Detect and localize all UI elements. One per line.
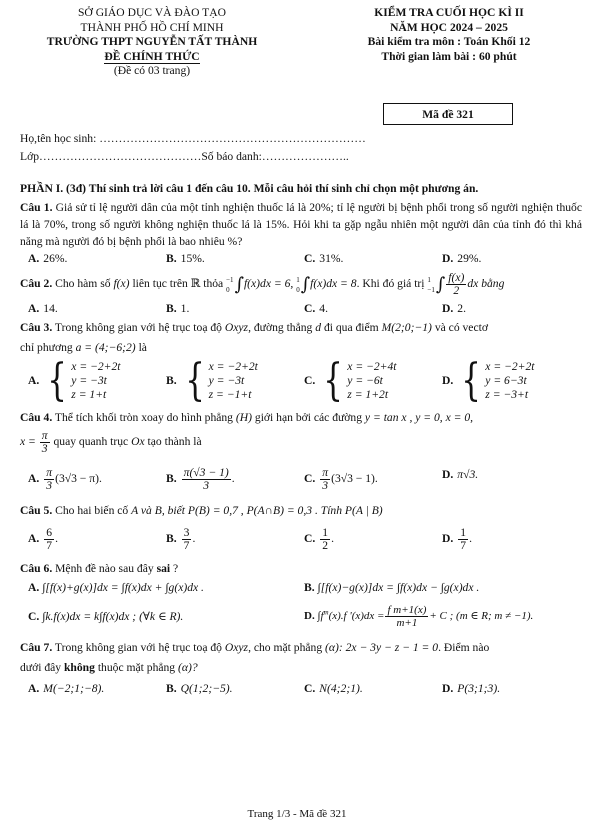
- question-text: Giả sử tỉ lệ người dân của một tỉnh nghiện thuốc lá là 20%; tỉ lệ người bị bệnh phổi trong số người nghiện thuốc lá là 70%, trong số người không nghiện thuốc lá là 15%. Hỏi khi ta gặp ngẫu nhiên một người dân của tỉnh đó thì khả năng mà người đó bị bệnh phổi là bao nhiêu %?: [20, 201, 582, 248]
- page-count-note: (Đề có 03 trang): [113, 64, 191, 77]
- question-text: đi qua điểm: [323, 321, 379, 334]
- question-3-options: [28, 355, 580, 406]
- header-left: [12, 6, 292, 79]
- question-number: Câu 5.: [20, 504, 53, 517]
- page-footer: Trang 1/3 - Mã đề 321: [247, 808, 347, 820]
- question-6-options-row1: [28, 580, 580, 596]
- option-d[interactable]: D. P(3;1;3).: [442, 682, 501, 695]
- question-mark: ?: [173, 562, 179, 575]
- option-d[interactable]: D. 29%.: [442, 252, 482, 265]
- question-4-options: [28, 467, 580, 492]
- question-number: Câu 7.: [20, 641, 53, 654]
- plane-equation: (α): 2x − 3y − z − 1 = 0: [325, 641, 439, 654]
- question-2-options: [28, 301, 580, 317]
- question-text: Trong không gian với hệ trục toạ độ: [54, 641, 222, 654]
- question-text: giới hạn bởi các đường: [254, 411, 363, 424]
- question-text: , đường thẳng: [248, 321, 313, 334]
- question-4: [20, 409, 582, 426]
- integral-symbol: ∫: [435, 274, 446, 295]
- option-c[interactable]: C. $\frac{1}{2}$ .: [304, 526, 334, 552]
- option-c[interactable]: C. 31%.: [304, 252, 344, 265]
- given-probabilities: , biết P(B) = 0,7 , P(A∩B) = 0,3 . Tính P(A | B): [161, 504, 383, 517]
- option-a[interactable]: A. ∫[f(x)+g(x)]dx = ∫f(x)dx + ∫g(x)dx .: [28, 581, 204, 594]
- question-1: [20, 199, 582, 250]
- question-text: chỉ phương: [20, 341, 73, 354]
- question-text: Cho hai biến cố: [55, 504, 129, 517]
- option-c[interactable]: C. 4.: [304, 302, 328, 315]
- option-c[interactable]: C. N(4;2;1).: [304, 682, 363, 695]
- option-d[interactable]: D. $\int f^m(x).f$ '(x)dx = $\frac{\text{f m+1(x)}}{m+1}$ + C ; (m ∈ R; m ≠ −1).: [304, 604, 534, 629]
- option-b[interactable]: B. 1.: [166, 302, 190, 315]
- option-d[interactable]: D. 2.: [442, 302, 466, 315]
- option-b[interactable]: B. 15%.: [166, 252, 205, 265]
- question-1-options: [28, 251, 580, 267]
- option-a[interactable]: A. 14.: [28, 302, 58, 315]
- function-symbol: f(x): [113, 277, 130, 291]
- integral-symbol: ∫: [234, 274, 244, 295]
- duration: Thời gian làm bài : 60 phút: [381, 49, 517, 63]
- question-7-line2: [20, 659, 582, 676]
- integral-limits: 1 0: [296, 275, 300, 294]
- question-text: Thể tích khối tròn xoay do hình phẳng: [54, 411, 233, 424]
- option-b[interactable]: B. Q(1;2;−5).: [166, 682, 233, 695]
- question-text: Trong không gian với hệ trục toạ độ: [54, 321, 222, 334]
- question-3: [20, 319, 582, 336]
- option-d[interactable]: D. π√3.: [442, 468, 479, 481]
- question-text: . Điểm nào: [438, 641, 490, 654]
- emphasis-word: sai: [156, 562, 171, 575]
- question-text: liên tục trên ℝ thỏa: [132, 277, 224, 291]
- school-year: NĂM HỌC 2024 – 2025: [390, 20, 508, 34]
- question-5-options: [28, 527, 580, 552]
- question-3-line2: [20, 339, 582, 356]
- integral-symbol: ∫: [300, 274, 311, 295]
- school-name: TRƯỜNG THPT NGUYỄN TẤT THÀNH: [46, 35, 258, 48]
- equation: x =: [20, 435, 36, 449]
- plane-symbol: (α)?: [178, 661, 198, 674]
- question-2: [20, 272, 582, 297]
- question-text: Mệnh đề nào sau đây: [55, 562, 154, 575]
- option-a[interactable]: A. $\frac{\pi}{3}$ (3√3 − π).: [28, 466, 102, 492]
- student-class-line: Lớp……………………………………Số báo danh:…………………..: [20, 150, 349, 163]
- line-symbol: d: [315, 321, 322, 334]
- coordinate-system: Oxyz: [224, 641, 249, 654]
- option-d[interactable]: D. $\frac{1}{7}$ .: [442, 526, 472, 552]
- subject: Bài kiểm tra môn : Toán Khối 12: [367, 35, 531, 48]
- option-b[interactable]: B. $\frac{3}{7}$ .: [166, 526, 196, 552]
- question-number: Câu 3.: [20, 321, 53, 334]
- option-d[interactable]: D. { x = −2+2t y = 6−3t z = −3+t: [442, 355, 535, 406]
- region-symbol: (H): [235, 411, 252, 424]
- student-name-line: Họ,tên học sinh: ……………………………………………………………: [20, 132, 366, 145]
- question-number: Câu 6.: [20, 562, 53, 575]
- city-name: THÀNH PHỐ HỒ CHÍ MINH: [80, 20, 224, 34]
- option-a[interactable]: A. 26%.: [28, 252, 68, 265]
- boundary-curves: y = tan x , y = 0, x = 0,: [364, 411, 474, 424]
- question-number: Câu 2.: [20, 277, 53, 291]
- direction-vector: a = (4;−6;2): [75, 341, 136, 354]
- question-number: Câu 4.: [20, 411, 53, 424]
- part-title: PHẦN I. (3đ) Thí sinh trả lời câu 1 đến câu 10. Mỗi câu hỏi thí sinh chỉ chọn một phương án.: [20, 182, 479, 195]
- question-text: tạo thành là: [147, 435, 202, 449]
- question-text: . Khi đó giá trị: [356, 277, 425, 291]
- option-a[interactable]: A. M(−2;1;−8).: [28, 682, 105, 695]
- question-text: và có vectơ: [434, 321, 488, 334]
- option-c[interactable]: C. $\frac{\pi}{3}$ (3√3 − 1).: [304, 466, 378, 492]
- fraction: $\frac{\pi}{3}$: [41, 429, 48, 455]
- option-a[interactable]: A. { x = −2+2t y = −3t z = 1+t: [28, 355, 121, 406]
- question-text: là: [138, 341, 147, 354]
- exam-code-box: Mã đề 321: [383, 103, 513, 125]
- option-b[interactable]: B. { x = −2+2t y = −3t z = −1+t: [166, 355, 258, 406]
- events: A và B: [131, 504, 162, 517]
- point-m: M(2;0;−1): [381, 321, 432, 334]
- integral-expr: f(x)dx = 6,: [243, 277, 294, 291]
- option-a[interactable]: A. $\frac{6}{7}$ .: [28, 526, 58, 552]
- integral-expr: f(x)dx = 8: [310, 277, 357, 291]
- header-right: [318, 6, 580, 64]
- official-label: ĐỀ CHÍNH THỨC: [104, 49, 200, 63]
- question-text: , cho mặt phẳng: [248, 641, 323, 654]
- option-b[interactable]: B. ∫[f(x)−g(x)]dx = ∫f(x)dx − ∫g(x)dx .: [304, 581, 480, 594]
- option-c[interactable]: C. { x = −2+4t y = −6t z = 1+2t: [304, 355, 397, 406]
- axis-symbol: Ox: [131, 435, 145, 449]
- question-7: [20, 639, 582, 656]
- department-name: SỞ GIÁO DỤC VÀ ĐÀO TẠO: [77, 6, 227, 19]
- fraction: $\frac{f(x)}{2}$: [448, 271, 465, 297]
- question-4-line2: [20, 430, 582, 455]
- question-5: [20, 502, 582, 519]
- coordinate-system: Oxyz: [224, 321, 249, 334]
- question-7-options: [28, 681, 580, 697]
- question-text: quay quanh trục: [53, 435, 129, 449]
- question-number: Câu 1.: [20, 201, 53, 214]
- question-text: dưới đây: [20, 661, 62, 674]
- question-text: thuộc mặt phẳng: [97, 661, 176, 674]
- exam-title: KIỂM TRA CUỐI HỌC KÌ II: [374, 6, 524, 19]
- question-text: Cho hàm số: [55, 277, 111, 291]
- question-6: [20, 560, 582, 577]
- integral-limits: −1 0: [226, 275, 234, 294]
- integral-limits: 1 −1: [427, 275, 435, 294]
- question-6-options-row2: [28, 604, 584, 629]
- question-text: dx bằng: [467, 277, 505, 291]
- option-c[interactable]: C. ∫k.f(x)dx = k∫f(x)dx ; (∀k ∈ R).: [28, 609, 184, 623]
- emphasis-word: không: [63, 661, 95, 674]
- option-b[interactable]: B. $\frac{\pi(√3 - 1)}{3}$ .: [166, 466, 235, 492]
